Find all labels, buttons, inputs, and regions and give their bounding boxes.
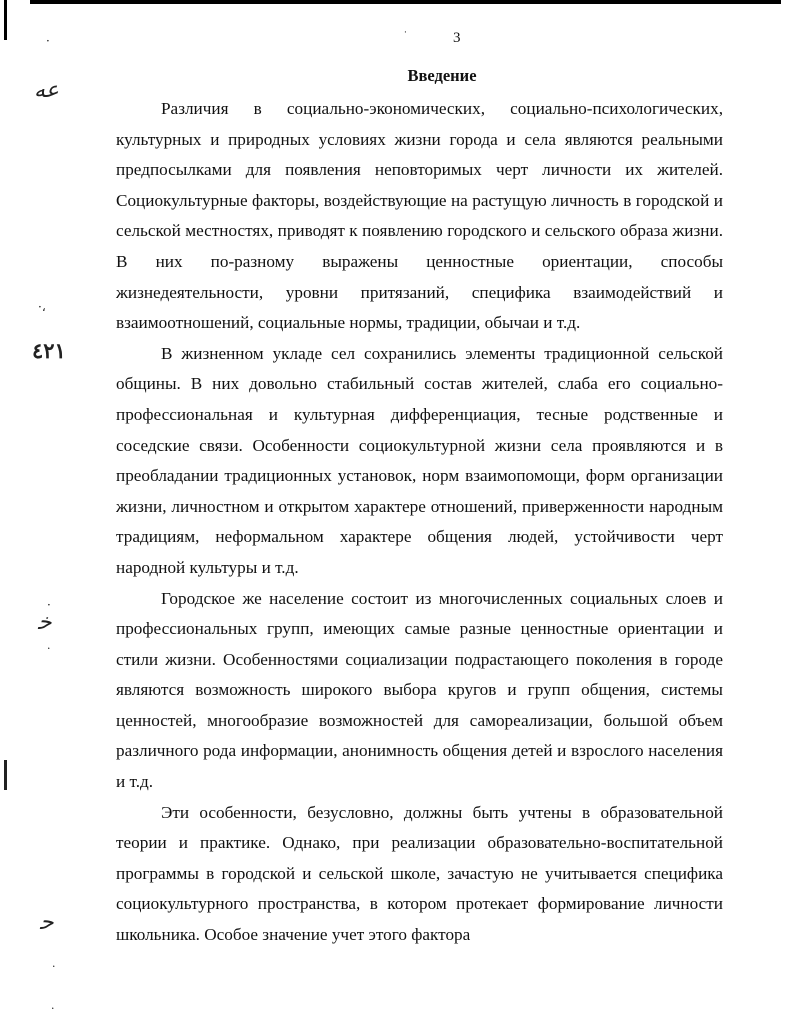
- margin-handwriting-mark: ·: [404, 28, 407, 38]
- margin-handwriting-mark: ﺣ: [40, 910, 54, 935]
- margin-handwriting-mark: ·: [51, 1002, 55, 1015]
- margin-handwriting-mark: ·: [47, 598, 51, 612]
- paragraph-4: Эти особенности, безусловно, должны быть учтены в образовательной теории и практике. Однако, при реализации образовательно-воспитательной программы в городской и сельской школе, зачастую не учитывается специфика социокультурного пространства, в котором протекает формирование личности школьника. Особое значение учет этого фактора: [116, 802, 723, 945]
- section-heading: Введение: [407, 66, 477, 85]
- page-number: 3: [453, 30, 461, 46]
- margin-handwriting-mark: ·: [47, 642, 51, 655]
- paragraph-2: В жизненном укладе сел сохранились элементы традиционной сельской общины. В них довольно стабильный состав жителей, слаба его социально-профессиональная и культурная дифференциация, тесные родственные и соседские связи. Особенности социокультурной жизни села проявляются и в преобладании традиционных установок, норм взаимопомощи, форм организации жизни, личностном и открытом характере отношений, приверженности народным традициям, неформальном характере общения людей, устойчивости черт народной культуры и т.д.: [116, 343, 723, 577]
- paragraph-3: Городское же население состоит из многочисленных социальных слоев и профессиональных групп, имеющих самые разные ценностные ориентации и стили жизни. Особенностями социализации подрастающего поколения в городе являются возможность широкого выбора кругов и групп общения, системы ценностей, многообразие возможностей для самореализации, большой объем различного рода информации, анонимность общения детей и взрослого населения и т.д.: [116, 588, 723, 792]
- margin-handwriting-mark: ·،: [38, 300, 46, 314]
- margin-handwriting-mark: ﺧ: [38, 610, 52, 635]
- margin-handwriting-mark: ·: [52, 960, 56, 973]
- body-text: [116, 94, 723, 951]
- margin-handwriting-mark: ﻋﻪ: [34, 78, 59, 103]
- scan-top-border: [30, 0, 781, 4]
- margin-handwriting-mark: ٤٢١: [32, 338, 66, 363]
- scan-left-edge: [4, 0, 7, 1034]
- paragraph-1: Различия в социально-экономических, социально-психологических, культурных и природных условиях жизни города и села являются реальными предпосылками для появления неповторимых черт личности их жителей. Социокультурные факторы, воздействующие на растущую личность в городской и сельской местностях, приводят к появлению городского и сельского образа жизни. В них по-разному выражены ценностные ориентации, способы жизнедеятельности, уровни притязаний, специфика взаимодействий и взаимоотношений, социальные нормы, традиции, обычаи и т.д.: [116, 99, 723, 333]
- margin-handwriting-mark: ·: [46, 34, 50, 48]
